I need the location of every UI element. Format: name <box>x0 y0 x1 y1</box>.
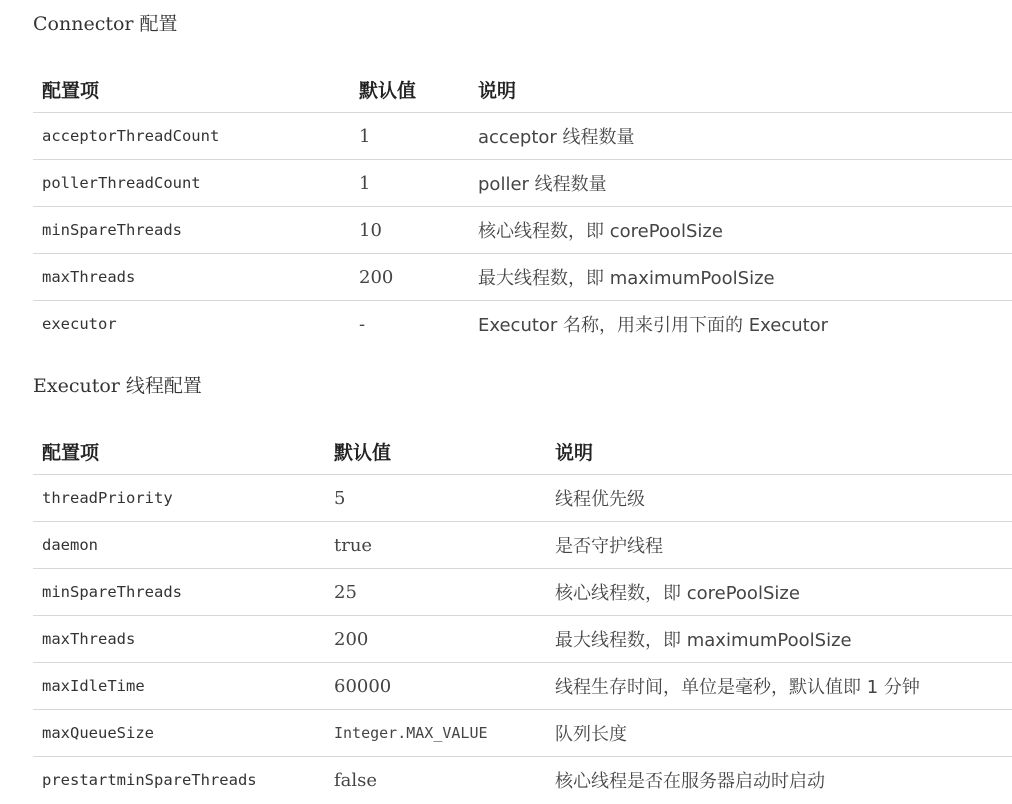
config-description: 核心线程是否在服务器启动时启动 <box>555 771 825 792</box>
config-default: 10 <box>350 207 469 254</box>
config-key: daemon <box>33 522 325 569</box>
table-header-row <box>33 66 1012 113</box>
config-description: 最大线程数，即 maximumPoolSize <box>469 254 1012 301</box>
config-default: 60000 <box>325 663 546 710</box>
connector-config-table <box>33 66 1012 347</box>
config-default: 200 <box>325 616 546 663</box>
config-default: true <box>325 522 546 569</box>
table-row <box>33 569 1012 616</box>
connector-section-title: Connector 配置 <box>33 13 178 35</box>
column-header-default: 默认值 <box>350 66 469 113</box>
table-row <box>33 522 1012 569</box>
config-description: 是否守护线程 <box>546 522 1012 569</box>
executor-section-title: Executor 线程配置 <box>33 375 202 397</box>
config-description: poller 线程数量 <box>469 160 1012 207</box>
table-row <box>33 475 1012 522</box>
config-description: Executor 名称，用来引用下面的 Executor <box>478 315 829 336</box>
config-description: 线程优先级 <box>546 475 1012 522</box>
column-header-key: 配置项 <box>33 66 350 113</box>
table-row <box>33 254 1012 301</box>
config-description: 最大线程数，即 maximumPoolSize <box>546 616 1012 663</box>
config-key: threadPriority <box>33 475 325 522</box>
table-row <box>33 757 1012 804</box>
config-key: maxThreads <box>33 616 325 663</box>
table-row <box>33 710 1012 757</box>
config-description: acceptor 线程数量 <box>469 113 1012 160</box>
column-header-description: 说明 <box>469 66 1012 113</box>
config-key: minSpareThreads <box>33 207 350 254</box>
config-key: pollerThreadCount <box>33 160 350 207</box>
table-row <box>33 301 1012 348</box>
config-description: 核心线程数，即 corePoolSize <box>546 569 1012 616</box>
config-key: prestartminSpareThreads <box>42 771 257 789</box>
config-key: maxQueueSize <box>33 710 325 757</box>
config-key: maxThreads <box>33 254 350 301</box>
config-description: 线程生存时间，单位是毫秒，默认值即 1 分钟 <box>546 663 1012 710</box>
config-default: - <box>359 313 366 335</box>
config-default: false <box>334 769 378 791</box>
table-row <box>33 160 1012 207</box>
config-key: minSpareThreads <box>33 569 325 616</box>
table-row <box>33 113 1012 160</box>
column-header-key: 配置项 <box>33 428 325 475</box>
config-description: 队列长度 <box>546 710 1012 757</box>
config-description: 核心线程数，即 corePoolSize <box>469 207 1012 254</box>
config-default: 200 <box>350 254 469 301</box>
config-key: maxIdleTime <box>33 663 325 710</box>
config-default: 1 <box>350 160 469 207</box>
column-header-default: 默认值 <box>325 428 546 475</box>
column-header-description: 说明 <box>546 428 1012 475</box>
config-key: executor <box>42 315 117 333</box>
table-header-row <box>33 428 1012 475</box>
executor-config-table <box>33 428 1012 803</box>
config-default: Integer.MAX_VALUE <box>325 710 546 757</box>
table-row <box>33 207 1012 254</box>
config-default: 1 <box>350 113 469 160</box>
config-default: 5 <box>325 475 546 522</box>
table-row <box>33 616 1012 663</box>
table-row <box>33 663 1012 710</box>
config-default: 25 <box>325 569 546 616</box>
config-key: acceptorThreadCount <box>33 113 350 160</box>
